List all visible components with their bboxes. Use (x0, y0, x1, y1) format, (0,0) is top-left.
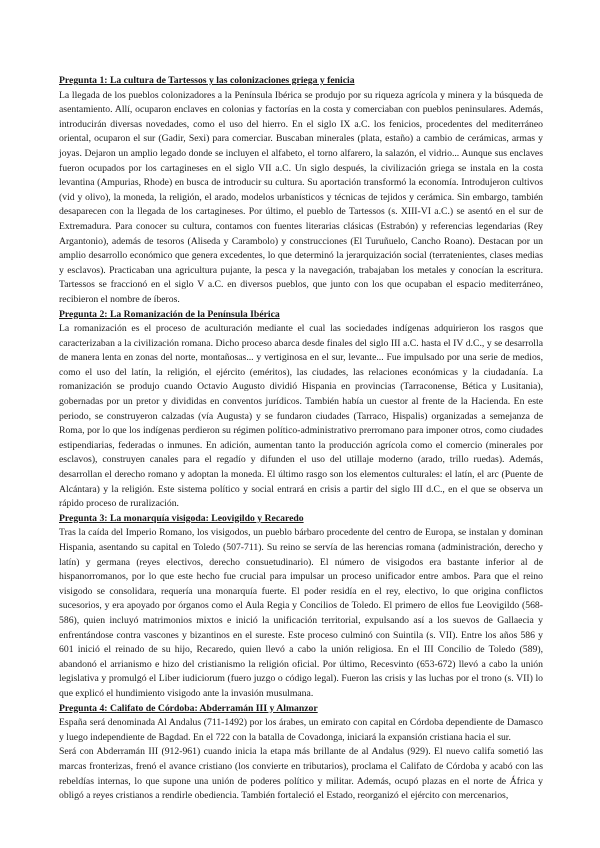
section-paragraph: La llegada de los pueblos colonizadores a la Península Ibérica se produjo por su riqueza agrícola y minera y la búsqueda de asentamiento. Allí, ocuparon enclaves en colonias y factorías en la costa y comerciaban con pueblos peninsulares. Además, introducirán diversas novedades, como el uso del hierro. En el siglo IX a.C. los fenicios, procedentes del mediterráneo oriental, ocuparon el sur (Gadir, Sexi) para comerciar. Buscaban minerales (plata, estaño) a cambio de cerámicas, armas y joyas. Dejaron un amplio legado donde se incluyen el alfabeto, el torno alfarero, la salazón, el vidrio... Aunque sus enclaves fueron ocupados por los cartagineses en el siglo VII a.C. Un siglo después, la civilización griega se instala en la costa levantina (Ampurias, Rhode) en busca de introducir su cultura. Su aportación transformó la economía. Introdujeron cultivos (vid y olivo), la moneda, la religión, el arado, modelos urbanísticos y técnicas de tejidos y cerámica. Sin embargo, también desaparecen con la llegada de los cartagineses. Por último, el pueblo de Tartessos (s. XIII-VI a.C.) se asentó en el sur de Extremadura. Para conocer su cultura, contamos con fuentes literarias clásicas (Estrabón) y referencias legendarias (Rey Argantonio), además de tesoros (Aliseda y Carambolo) y construcciones (El Turuñuelo, Cancho Roano). Destacan por un amplio desarrollo económico que genera excedentes, lo que determinó la jerarquización social (terratenientes, clases medias y esclavos). Practicaban una agricultura pujante, la pesca y la navegación, trabajaban los metales y conocían la escritura. Tartessos se fraccionó en el siglo V a.C. en diversos pueblos, que junto con los que ocupaban el espacio mediterráneo, recibieron el nombre de íberos. (59, 89, 543, 305)
section-califato-cordoba (59, 702, 543, 804)
document-page (59, 74, 543, 804)
section-paragraph: Será con Abderramán III (912-961) cuando inicia la etapa más brillante de al Andalus (929). El nuevo califa sometió las marcas fronterizas, frenó el avance cristiano (los convierte en tributarios), proclama el Califato de Córdoba y acabó con las rebeldías internas, lo que supone una unión de poderes político y militar. Además, ocupó plazas en el norte de África y obligó a reyes cristianos a rendirle obediencia. También fortaleció el Estado, reorganizó el ejército con mercenarios, (59, 746, 543, 802)
section-monarquia-visigoda (59, 512, 543, 702)
section-romanizacion (59, 308, 543, 512)
section-heading: Pregunta 3: La monarquía visigoda: Leovigildo y Recaredo (59, 512, 304, 524)
section-heading: Pregunta 1: La cultura de Tartessos y las colonizaciones griega y fenicia (59, 75, 355, 86)
section-heading: Pregunta 4: Califato de Córdoba: Abderramán III y Almanzor (59, 702, 318, 714)
section-paragraph: La romanización es el proceso de aculturación mediante el cual las sociedades indígenas adquirieron los rasgos que caracterizaban a la civilización romana. Dicho proceso abarca desde finales del siglo III a.C. hasta el IV d.C., y se desarrolla de manera lenta en zonas del norte, montañosas... y vertiginosa en el sur, levante... Fue impulsado por una serie de medios, como el uso del latín, la religión, el ejército (eméritos), las ciudades, las relaciones económicas y la ciudadanía. La romanización se produjo cuando Octavio Augusto dividió Hispania en provincias (Tarraconense, Bética y Lusitania), gobernadas por un pretor y divididas en conventos jurídicos. También había un cuestor al frente de la Hacienda. En este periodo, se construyeron calzadas (vía Augusta) y se fundaron ciudades (Tarraco, Hispalis) organizadas a semejanza de Roma, por lo que los indígenas perdieron su régimen político-administrativo prerromano para imponer otros, como ciudades estipendiarias, federadas o inmunes. En adición, aumentan tanto la producción agrícola como el comercio (minerales por esclavos), construyen canales para el regadío y difunden el uso del utillaje moderno (arado, trillo ruedas). Además, desarrollan el derecho romano y adoptan la moneda. El último rasgo son los elementos culturales: el latín, el arc (Puente de Alcántara) y la religión. Este sistema político y social entrará en crisis a partir del siglo III d.C., en el que se observa un rápido proceso de ruralización. (59, 323, 543, 510)
section-paragraph: Tras la caída del Imperio Romano, los visigodos, un pueblo bárbaro procedente del centro de Europa, se instalan y dominan Hispania, asentando su capital en Toledo (507-711). Su reino se servía de las herencias romana (administración, derecho y latín) y germana (reyes electivos, derecho consuetudinario). El número de visigodos era bastante inferior al de hispanorromanos, por lo que este hecho fue crucial para impulsar un proceso unificador entre ambos. Para que el reino visigodo se consolidara, requería una monarquía fuerte. El poder residía en el rey, electivo, lo que origina conflictos sucesorios, y era apoyado por órganos como el Aula Regia y Concilios de Toledo. El primero de ellos fue Leovigildo (568-586), quien incluyó matrimonios mixtos e inició la unificación territorial, expulsando así a los suevos de Gallaecia y enfrentándose contra vascones y bizantinos en el sureste. Este proceso culminó con Suintila (s. VII). Entre los años 586 y 601 inició el reinado de su hijo, Recaredo, quien llevó a cabo la unión religiosa. En el III Concilio de Toledo (589), abandonó el arrianismo e hizo del cristianismo la religión oficial. Por último, Recesvinto (653-672) llevó a cabo la unión legislativa y promulgó el Liber iudiciorum (fuero juzgo o código legal). Fueron las crisis y las luchas por el trono (s. VII) lo que explicó el hundimiento visigodo ante la invasión musulmana. (59, 527, 543, 699)
section-tartessos (59, 74, 543, 308)
section-paragraph: España será denominada Al Andalus (711-1492) por los árabes, un emirato con capital en Córdoba dependiente de Damasco y luego independiente de Bagdad. En el 722 con la batalla de Covadonga, iniciará la expansión cristiana hacia el sur. (59, 717, 543, 743)
section-heading: Pregunta 2: La Romanización de la Península Ibérica (59, 308, 280, 320)
